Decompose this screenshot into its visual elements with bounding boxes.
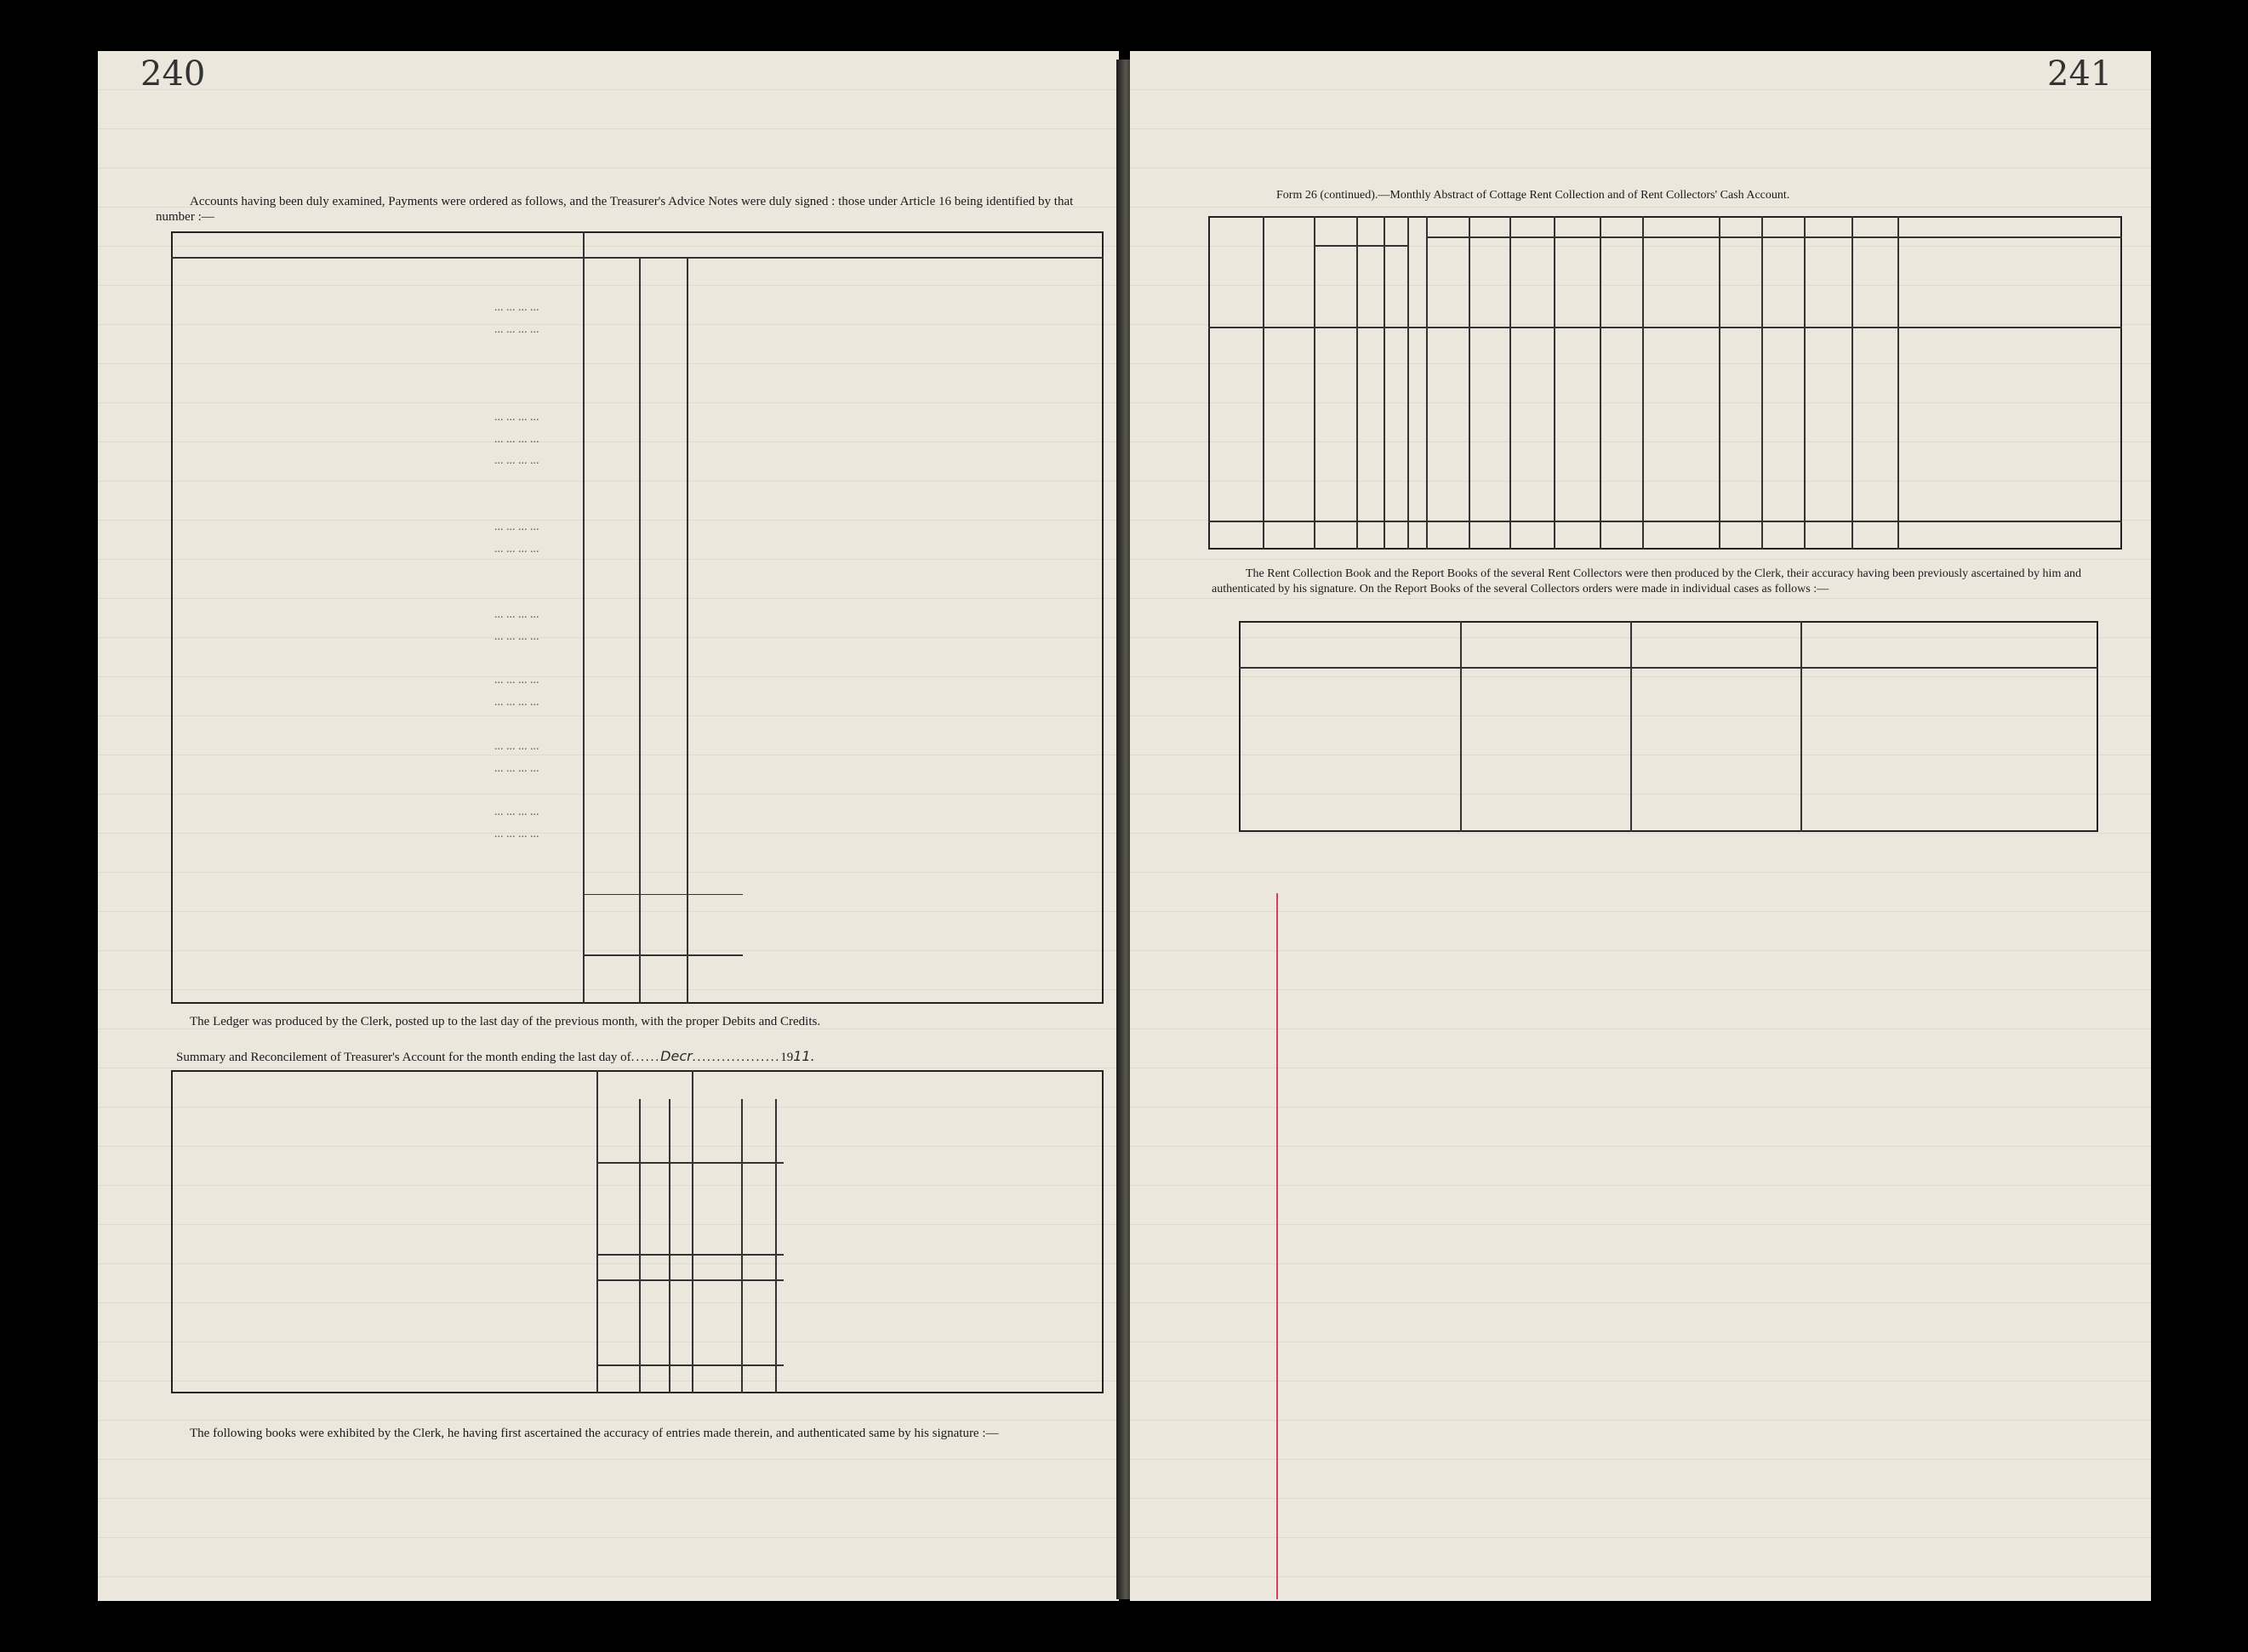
leader-dots: ... ... ... ... <box>494 300 539 314</box>
total-rule <box>583 894 743 896</box>
rent-col-sep <box>1719 216 1720 550</box>
left-page-number: 240 <box>140 54 206 94</box>
summary-line: Summary and Reconcilement of Treasurer's Account for the month ending the last day of......Decr..................1911. <box>176 1048 815 1064</box>
margin-rule <box>1276 893 1278 1599</box>
summary-rule <box>596 1162 784 1164</box>
leader-dots: ... ... ... ... <box>494 432 539 446</box>
rent-col-sep <box>1897 216 1899 550</box>
rent-col-sep <box>1426 216 1428 550</box>
books-text: The following books were exhibited by the Clerk, he having first ascertained the accuracy of entries made therein, and authenticated same by his signature :— <box>190 1427 999 1440</box>
leader-dots: ... ... ... ... <box>494 806 539 819</box>
payments-intro: Accounts having been duly examined, Payments were ordered as follows, and the Treasurer's Advice Notes were duly signed : those under Article 16 being identified by that number :— <box>156 195 1074 224</box>
right-page <box>1130 51 2151 1601</box>
rent-col-sep <box>1509 216 1511 550</box>
summary-col-div <box>692 1070 693 1393</box>
rent-col-sep <box>1356 216 1358 550</box>
amount-divider <box>583 231 585 1004</box>
summary-col-div <box>596 1070 598 1393</box>
summary-col-sep <box>775 1099 777 1393</box>
amount-col-sep <box>687 257 688 1004</box>
leader-dots: ... ... ... ... <box>494 696 539 709</box>
leader-dots: ... ... ... ... <box>494 322 539 336</box>
leader-dots: ... ... ... ... <box>494 542 539 555</box>
rent-col-sep <box>1314 216 1315 550</box>
ledger-text: The Ledger was produced by the Clerk, posted up to the last day of the previous month, with the proper Debits and Credits. <box>190 1015 821 1028</box>
rent-abstract-table <box>1208 216 2122 550</box>
rent-col-sep <box>1804 216 1806 550</box>
right-page-number: 241 <box>2047 54 2113 94</box>
table-b-head-rule <box>171 257 1104 259</box>
form-title: Form 26 (continued).—Monthly Abstract of Cottage Rent Collection and of Rent Collectors' Cash Account. <box>1276 189 1790 202</box>
leader-dots: ... ... ... ... <box>494 410 539 424</box>
rent-col-sep <box>1263 216 1264 550</box>
report-col-sep <box>1630 621 1632 832</box>
summary-col-sep <box>669 1099 670 1393</box>
summary-col-sep <box>741 1099 743 1393</box>
rent-col-sep <box>1642 216 1644 550</box>
rent-col-sep <box>1384 216 1385 550</box>
table-b <box>171 231 1104 1004</box>
summary-rule <box>596 1254 784 1256</box>
leader-dots: ... ... ... ... <box>494 674 539 687</box>
rent-col-sep <box>1407 216 1409 550</box>
rent-books-text: The Rent Collection Book and the Report Books of the several Rent Collectors were then produced by the Clerk, their accuracy having been previously ascertained by him and authenticated by his signature. On the Report Books of the several Collectors orders were made in individual cases as follows :— <box>1212 567 2082 595</box>
leader-dots: ... ... ... ... <box>494 629 539 643</box>
report-col-sep <box>1800 621 1802 832</box>
report-table <box>1239 621 2098 832</box>
rent-head-rule <box>1426 236 2122 238</box>
rent-total-rule <box>1208 521 2122 522</box>
leader-dots: ... ... ... ... <box>494 454 539 468</box>
rent-head-rule <box>1314 245 1407 247</box>
leader-dots: ... ... ... ... <box>494 520 539 533</box>
total-rule <box>583 954 743 956</box>
rent-col-sep <box>1600 216 1601 550</box>
summary-col-sep <box>639 1099 641 1393</box>
summary-rule <box>596 1279 784 1281</box>
rent-col-sep <box>1554 216 1555 550</box>
leader-dots: ... ... ... ... <box>494 761 539 775</box>
summary-month: Decr <box>660 1048 693 1064</box>
leader-dots: ... ... ... ... <box>494 739 539 753</box>
left-page <box>98 51 1119 1601</box>
rent-col-sep <box>1851 216 1853 550</box>
rent-col-sep <box>1761 216 1763 550</box>
amount-col-sep <box>639 257 641 1004</box>
report-col-sep <box>1460 621 1462 832</box>
rent-head-rule <box>1208 327 2122 328</box>
leader-dots: ... ... ... ... <box>494 828 539 840</box>
report-head-rule <box>1239 667 2098 669</box>
rent-col-sep <box>1469 216 1470 550</box>
summary-rule <box>596 1364 784 1366</box>
leader-dots: ... ... ... ... <box>494 608 539 621</box>
summary-table <box>171 1070 1104 1393</box>
